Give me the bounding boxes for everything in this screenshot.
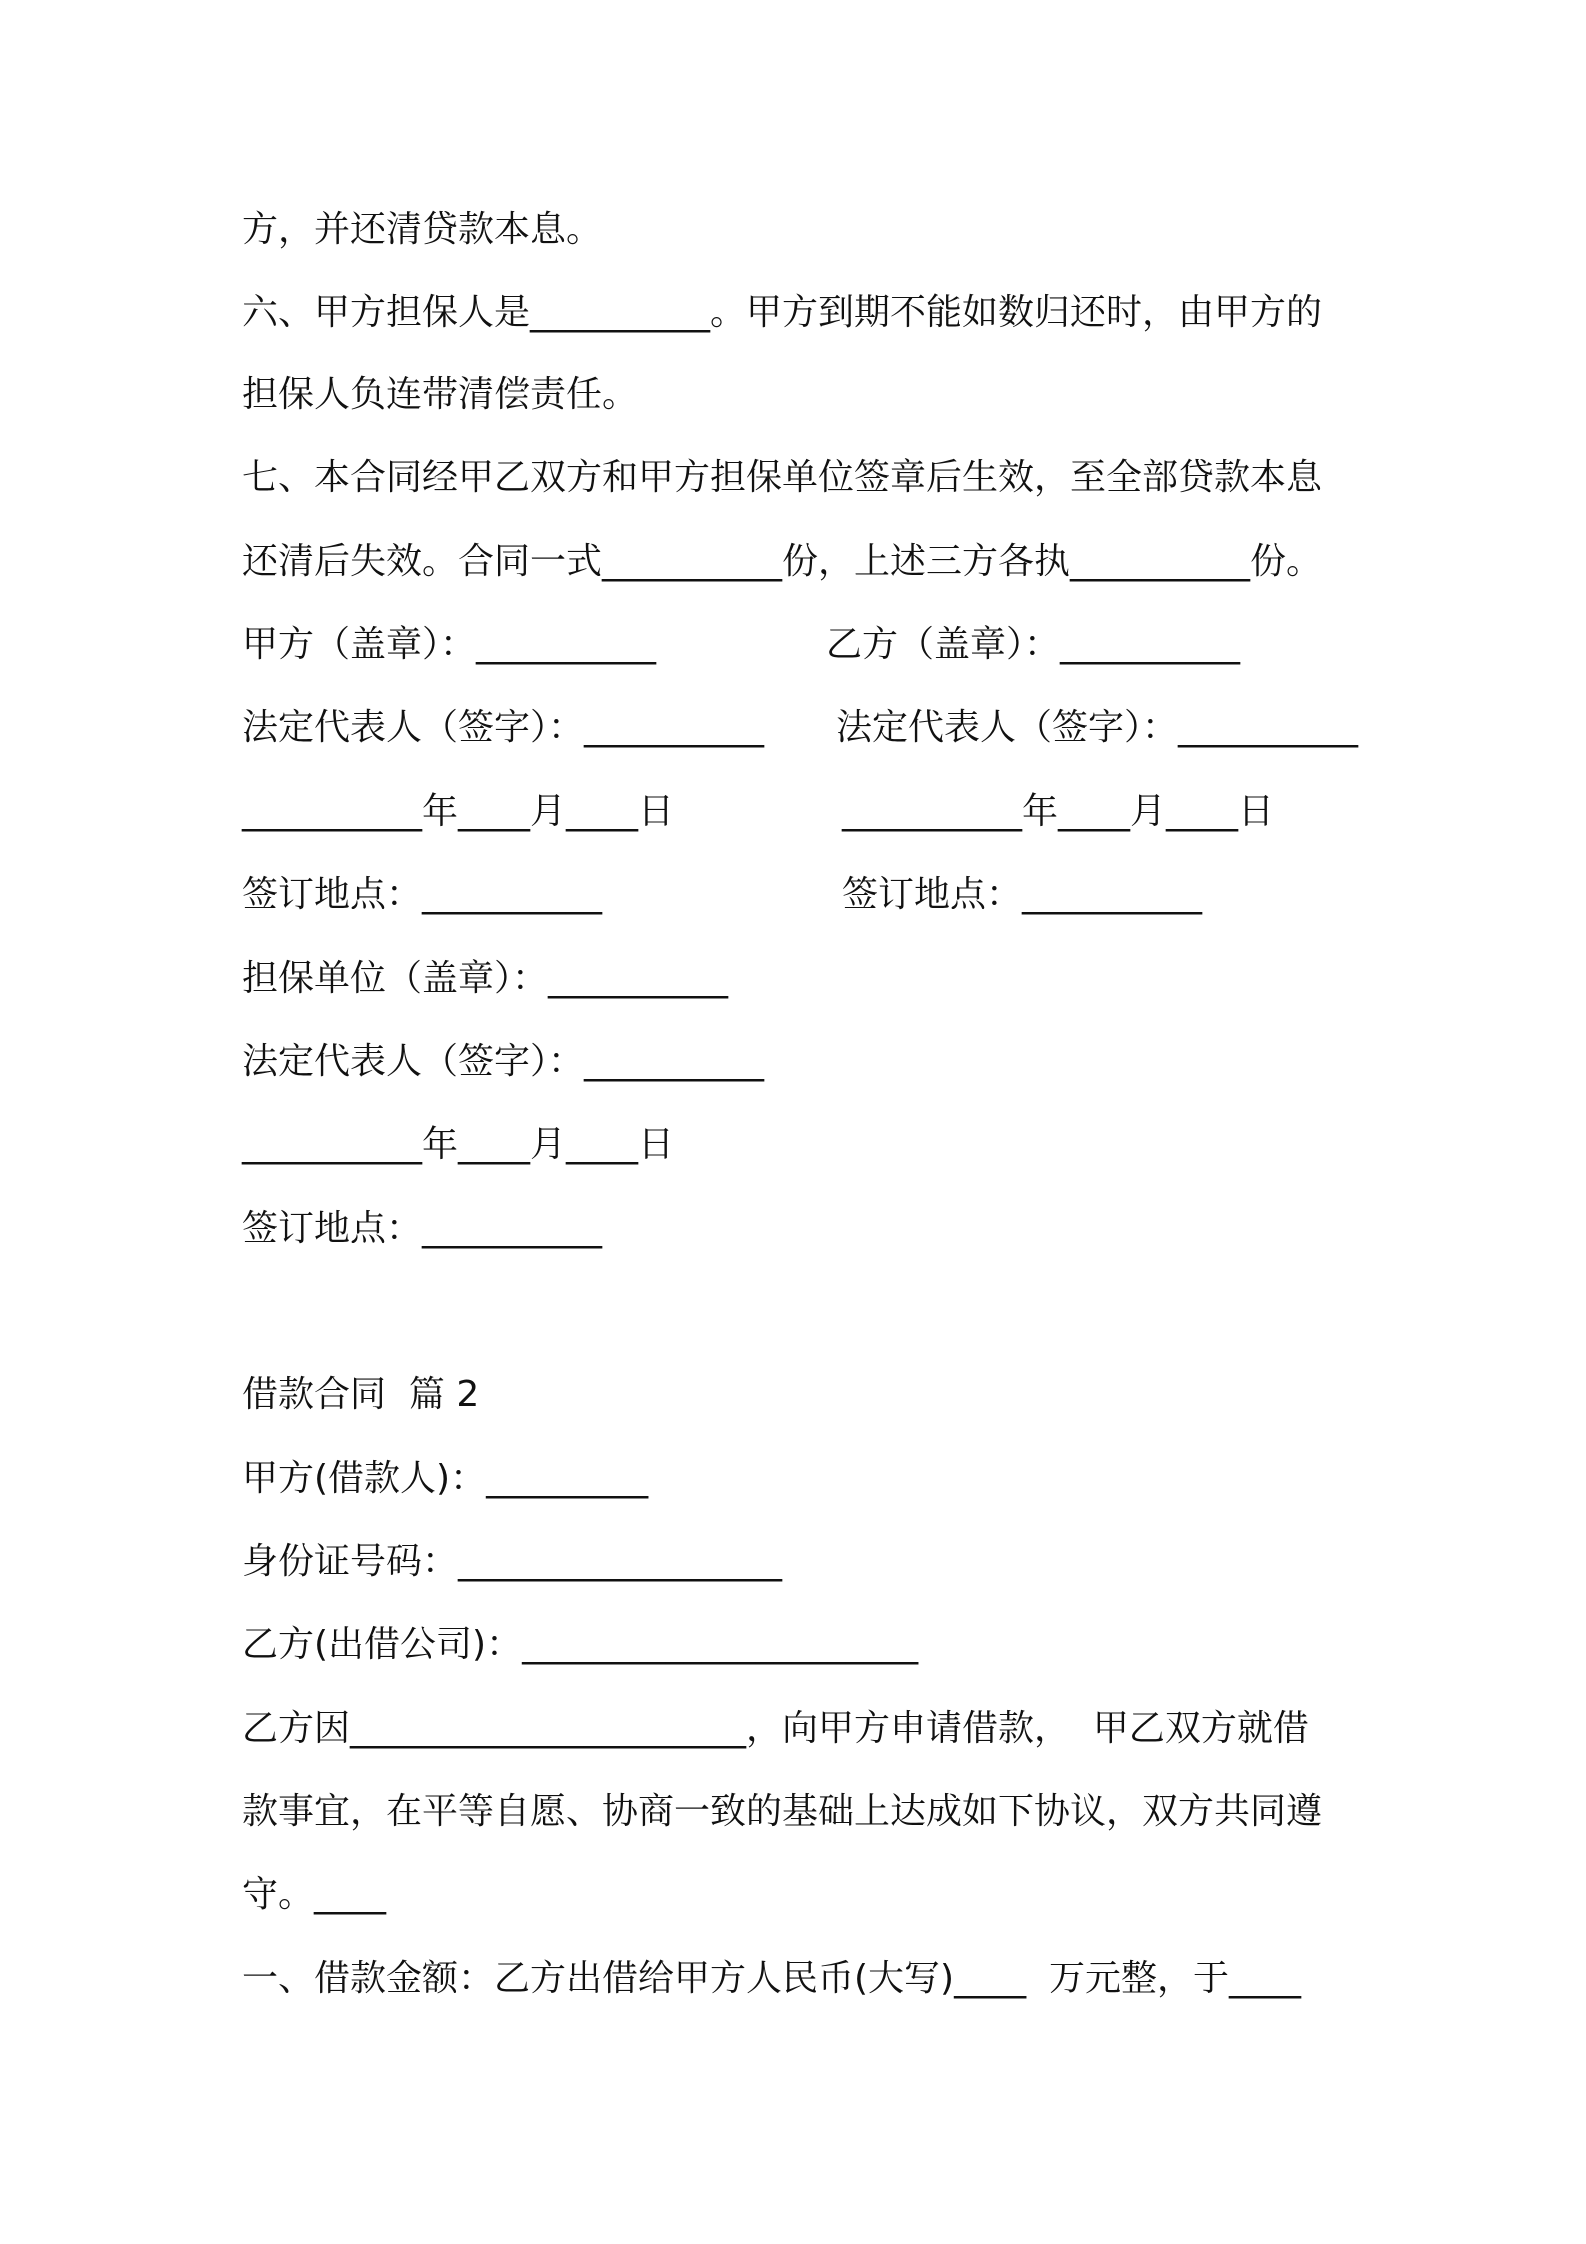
party-b-place: 签订地点：__________ [842, 874, 1203, 915]
clause-1-line: 一、借款金额：乙方出借给甲方人民币(大写)____ 万元整，于____ [242, 1958, 1301, 1999]
paragraph-line: 款事宜，在平等自愿、协商一致的基础上达成如下协议，双方共同遵 [242, 1791, 1323, 1832]
borrower-line: 甲方(借款人)：_________ [242, 1458, 649, 1499]
party-a-date: __________年____月____日 [242, 791, 674, 832]
guarantor-place: 签订地点：__________ [242, 1208, 603, 1249]
party-a-representative: 法定代表人（签字）：__________ [242, 707, 765, 748]
party-b-representative: 法定代表人（签字）：__________ [836, 707, 1359, 748]
party-b-date: __________年____月____日 [842, 791, 1274, 832]
guarantor-date: __________年____月____日 [242, 1124, 674, 1165]
guarantor-representative: 法定代表人（签字）：__________ [242, 1041, 765, 1082]
text-line: 担保人负连带清偿责任。 [242, 374, 639, 415]
guarantor-seal: 担保单位（盖章）：__________ [242, 958, 729, 999]
lender-line: 乙方(出借公司)：______________________ [242, 1624, 919, 1665]
section-title: 借款合同 篇 2 [242, 1374, 480, 1415]
clause-6-line: 六、甲方担保人是__________。甲方到期不能如数归还时，由甲方的 [242, 292, 1323, 333]
text-line: 还清后失效。合同一式__________份，上述三方各执__________份。 [242, 541, 1323, 582]
clause-7-line: 七、本合同经甲乙双方和甲方担保单位签章后生效，至全部贷款本息 [242, 457, 1323, 498]
party-b-seal: 乙方（盖章）：__________ [826, 624, 1241, 665]
paragraph-line: 乙方因______________________，向甲方申请借款， 甲乙双方就借 [242, 1708, 1309, 1749]
paragraph-line: 守。____ [242, 1874, 387, 1915]
party-a-seal: 甲方（盖章）：__________ [242, 624, 657, 665]
text-line: 方，并还清贷款本息。 [242, 209, 603, 250]
party-a-place: 签订地点：__________ [242, 874, 603, 915]
id-number-line: 身份证号码：__________________ [242, 1541, 783, 1582]
